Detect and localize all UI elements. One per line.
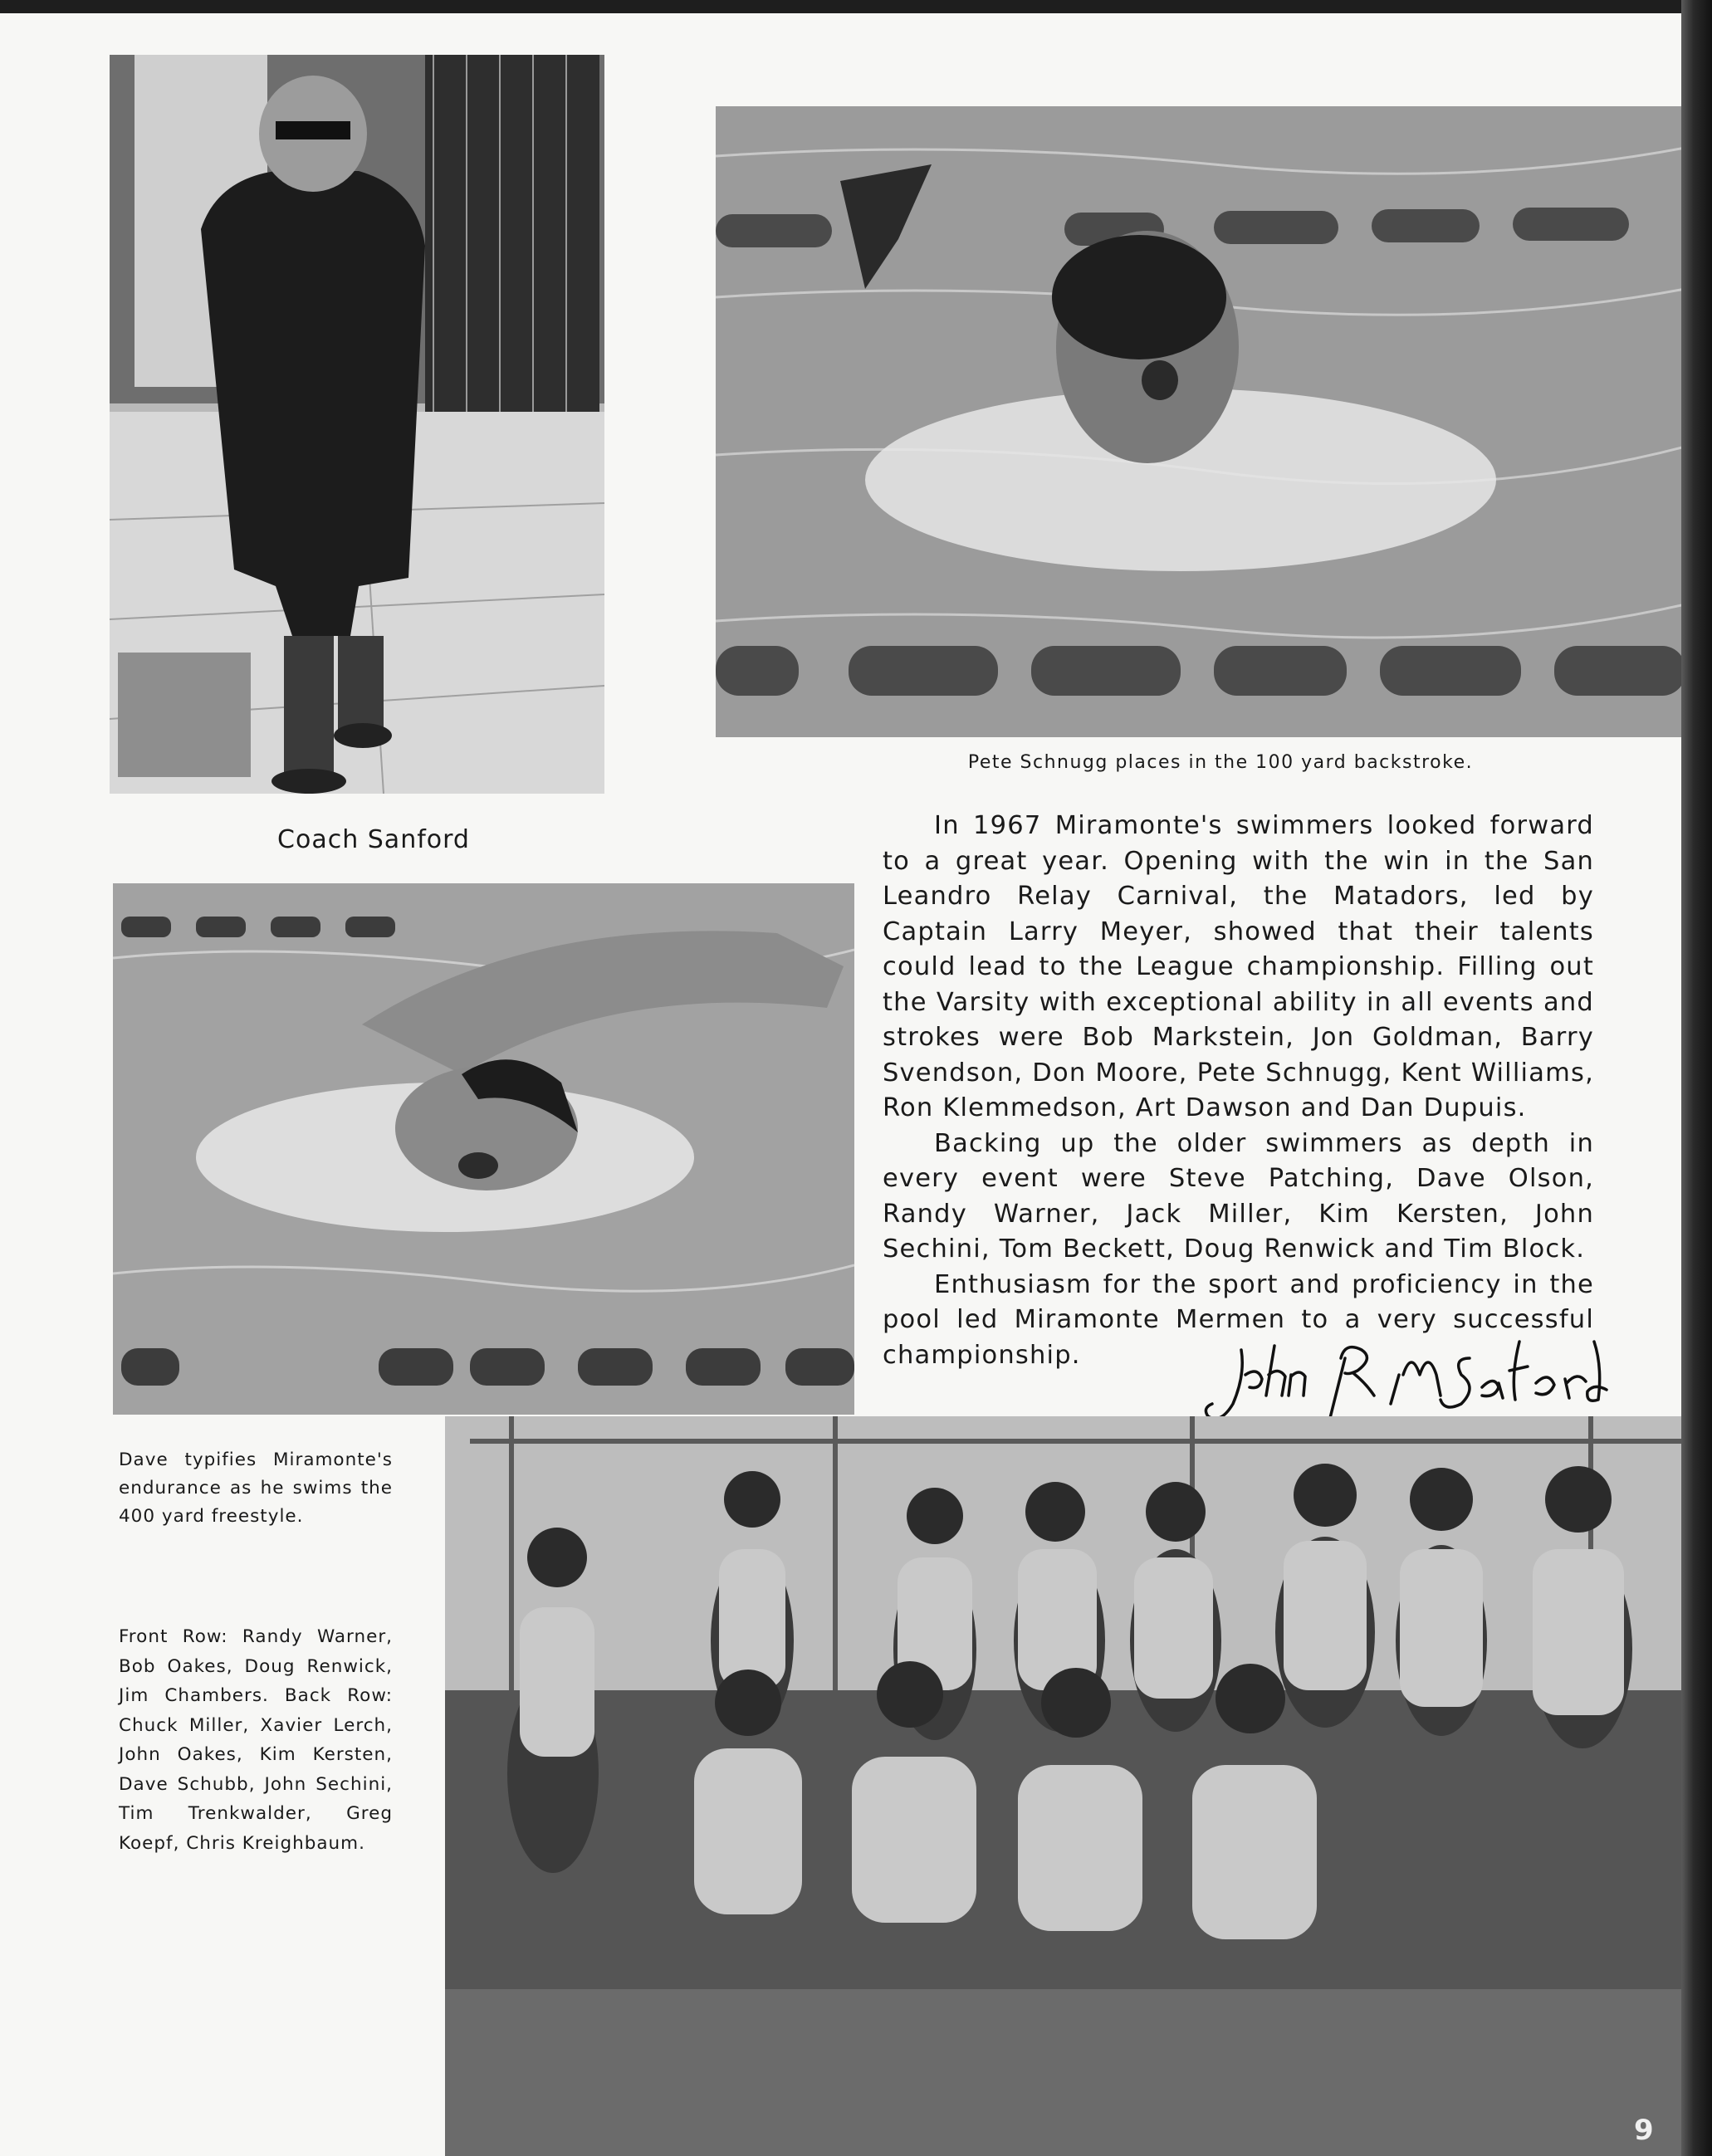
- freestyle-photo: [113, 883, 854, 1415]
- yearbook-page: [0, 13, 1685, 2156]
- coach-photo: [110, 55, 604, 794]
- page-number: 9: [1634, 2114, 1654, 2147]
- article-paragraph: Enthusiasm for the sport and proficiency in the pool led Miramonte Mermen to a very successful championship.: [883, 1269, 1594, 1370]
- backstroke-photo: [716, 106, 1685, 737]
- coach-caption: Coach Sanford: [277, 825, 470, 854]
- backstroke-caption: Pete Schnugg places in the 100 yard backstroke.: [967, 752, 1474, 773]
- article-body: [883, 809, 1594, 1373]
- freestyle-caption: Dave typifies Miramonte's endurance as he swims the 400 yard freestyle.: [119, 1450, 393, 1527]
- team-roster-caption: Front Row: Randy Warner, Bob Oakes, Doug Renwick, Jim Chambers. Back Row: Chuck Miller, Xavier Lerch, John Oakes, Kim Kersten, Dave Schubb, John Sechini, Tim Trenkwalder, Greg Koepf, Chris Kreighbaum.: [119, 1626, 393, 1854]
- article-paragraph: Backing up the older swimmers as depth in every event were Steve Patching, Dave Olson, Randy Warner, Jack Miller, Kim Kersten, John Sechini, Tom Beckett, Doug Renwick and Tim Block.: [883, 1128, 1594, 1264]
- book-binding-edge: [1681, 0, 1712, 2156]
- team-photo: [445, 1416, 1685, 2156]
- article-paragraph: In 1967 Miramonte's swimmers looked forward to a great year. Opening with the win in the San Leandro Relay Carnival, the Matadors, led by Captain Larry Meyer, showed that their talents could lead to the League championship. Filling out the Varsity with exceptional ability in all events and strokes were Bob Markstein, Jon Goldman, Barry Svendson, Don Moore, Pete Schnugg, Kent Williams, Ron Klemmedson, Art Dawson and Dan Dupuis.: [883, 811, 1594, 1122]
